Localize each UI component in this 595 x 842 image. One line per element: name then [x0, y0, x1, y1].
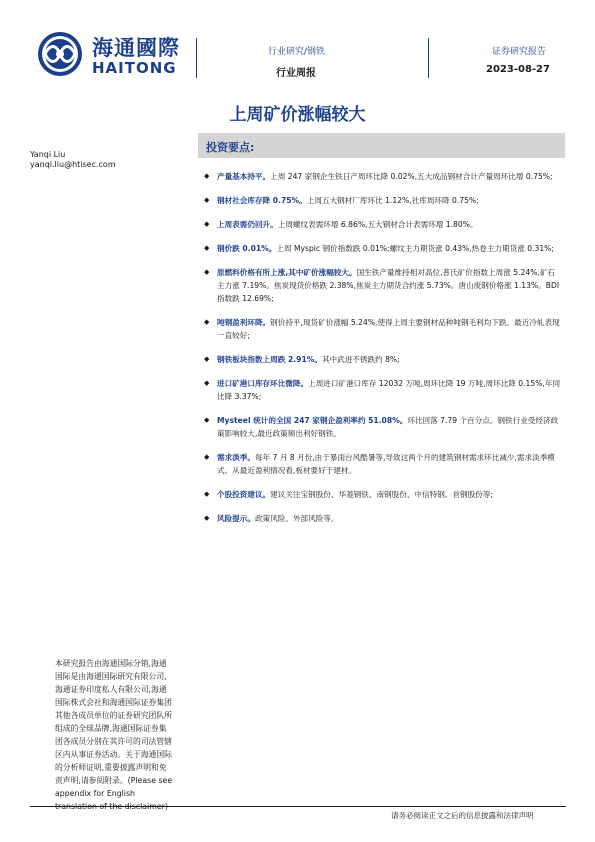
summary-item	[204, 316, 562, 342]
summary-list	[204, 170, 562, 525]
summary-item-text: 建议关注宝钢股份、华菱钢铁、南钢股份、中信特钢、首钢股份等;	[270, 490, 493, 499]
summary-item-highlight: 钢铁板块指数上周跌 2.91%。	[217, 355, 322, 364]
summary-header	[198, 133, 565, 158]
summary-item-text: 钢价持平,现货矿价涨幅 5.24%,使得上周主要钢材品种吨钢毛利均下跌。最近冷轧表现一直较好;	[217, 318, 560, 340]
summary-heading: 投资要点:	[206, 141, 255, 154]
logo-english-name: HAITONG	[92, 59, 177, 77]
summary-item	[204, 377, 562, 403]
summary-item-highlight: 钢价跌 0.01%。	[217, 244, 277, 253]
summary-item-text: 上周五大钢材厂库环比 1.12%,社库周环降 0.75%;	[306, 196, 479, 205]
footer-divider	[30, 806, 566, 807]
summary-item-highlight: 需求淡季。	[217, 453, 255, 462]
footer-notice: 请务必阅读正文之后的信息披露和法律声明	[391, 811, 534, 820]
report-date: 2023-08-27	[486, 64, 550, 75]
summary-item-text: 国生铁产量维持相对高位,普氏矿价指数上周涨 5.24%,矿石主力涨 7.19%。焦炭现货价格跌 2.38%,焦炭主力期货合约涨 5.73%。唐山废钢价格涨 1.13%。BDI 指数跌 12.69%;	[217, 268, 560, 303]
summary-item-highlight: 个股投资建议。	[217, 490, 271, 499]
summary-item-text: 上周 247 家钢企生铁日产周环比降 0.02%,五大成品钢材合计产量周环比增 0.75%;	[270, 172, 553, 181]
summary-item-highlight: 上周表需仍回升。	[217, 220, 278, 229]
disclaimer-note: 本研究报告由海通国际分销,海通国际是由海通国际研究有限公司,海通证券印度私人有限公司,海通国际株式会社和海通国际证券集团其他各成员单位的证券研究团队所组成的全球品牌,海通国际证券集团各成员分别在其许可的司法管辖区内从事证券活动。关于海通国际的分析师证明,重要披露声明和免责声明,请参阅附录。(Please see appendix for English	[55, 659, 173, 798]
summary-item-text: 上周进口矿港口库存 12032 万吨,周环比降 19 万吨,周环比降 0.15%,年同比降 3.37%;	[217, 379, 561, 401]
summary-item-text: 上周螺纹表需环增 6.86%,五大钢材合计表需环增 1.80%。	[277, 220, 478, 229]
summary-item-text: 每年 7 月 8 月份,由于暴雨台风酷暑等,导致这两个月的建筑钢材需求环比减少,需求淡季模式。从最近盈利情况看,板材要好于建材。	[217, 453, 555, 475]
summary-item	[204, 266, 562, 305]
summary-item-highlight: 进口矿港口库存环比微降。	[217, 379, 309, 388]
summary-item	[204, 194, 562, 207]
summary-item-highlight: Mysteel 统计的全国 247 家钢企盈利率约 51.08%。	[217, 416, 408, 425]
report-type: 行业周报	[276, 68, 316, 79]
summary-item	[204, 512, 562, 525]
header-divider	[428, 38, 429, 78]
summary-item-text: 政策风险、外部风险等。	[254, 514, 339, 523]
summary-item	[204, 488, 562, 501]
summary-item	[204, 170, 562, 183]
logo-chinese-name: 海通國際	[92, 36, 180, 60]
header-divider	[196, 38, 197, 78]
summary-item-highlight: 钢材社会库存降 0.75%。	[217, 196, 307, 205]
haitong-logo-icon	[36, 30, 84, 78]
summary-item	[204, 451, 562, 477]
summary-item-highlight: 原燃料价格有所上涨,其中矿价涨幅较大。	[217, 268, 357, 277]
summary-item-highlight: 风险提示。	[217, 514, 255, 523]
summary-item	[204, 353, 562, 366]
summary-item-highlight: 吨钢盈利环降。	[217, 318, 271, 327]
summary-item	[204, 414, 562, 440]
report-label: 证券研究报告	[492, 47, 547, 57]
analyst-email[interactable]: yanqi.liu@htisec.com	[30, 160, 116, 169]
summary-item	[204, 242, 562, 255]
summary-item-text: 环比回落 7.79 个百分点。钢铁行业受经济政策影响较大,最近政策频出利好钢铁。	[217, 416, 559, 438]
summary-item-highlight: 产量基本持平。	[217, 172, 271, 181]
report-title: 上周矿价涨幅较大	[229, 105, 366, 125]
summary-item	[204, 218, 562, 231]
report-category: 行业研究/钢铁	[268, 47, 326, 57]
analyst-name: Yanqi Liu	[30, 150, 66, 159]
summary-item-text: 上周 Myspic 钢价指数跌 0.01%;螺纹主力期货涨 0.43%,热卷主力期货涨 0.31%;	[276, 244, 554, 253]
summary-item-text: 其中武进不锈跌约 8%;	[321, 355, 400, 364]
